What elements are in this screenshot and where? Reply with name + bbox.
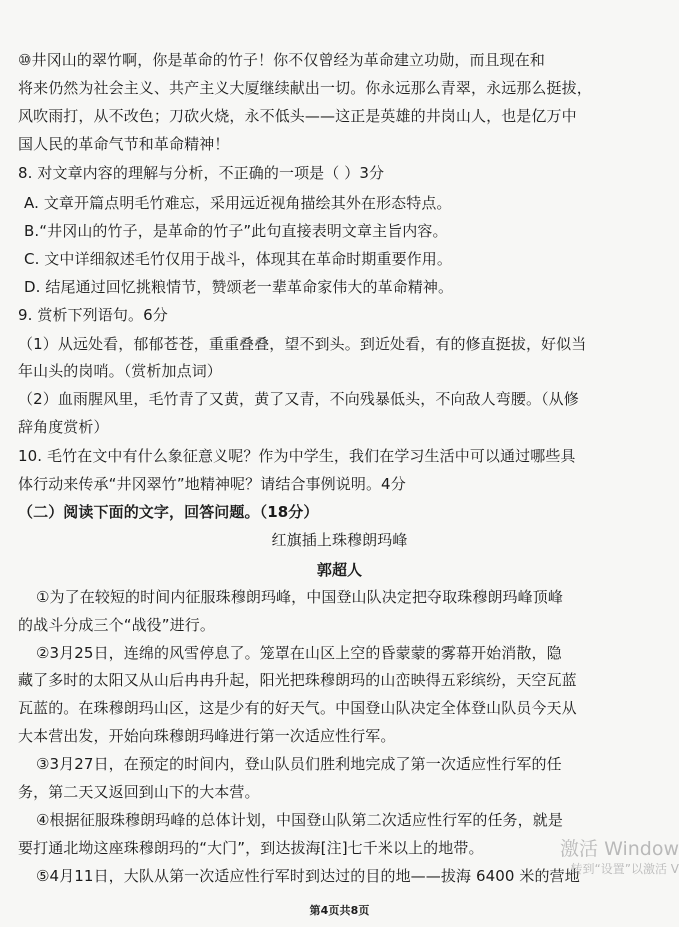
para2-line-2: 藏了多时的太阳又从山后冉冉升起，阳光把珠穆朗玛的山峦映得五彩缤纷，天空瓦蓝 bbox=[18, 671, 577, 689]
section2-heading: （二）阅读下面的文字，回答问题。（18分） bbox=[18, 503, 319, 521]
para2-line-3: 瓦蓝的。在珠穆朗玛山区，这是少有的好天气。中国登山队决定全体登山队员今天从 bbox=[18, 699, 577, 717]
q8-option-a: A. 文章开篇点明毛竹难忘，采用远近视角描绘其外在形态特点。 bbox=[24, 194, 452, 212]
q10-line-2: 体行动来传承“井冈翠竹”地精神呢？请结合事例说明。4分 bbox=[18, 475, 406, 493]
q9-item1-line-1: （1）从远处看，郁郁苍苍，重重叠叠，望不到头。到近处看，有的修直挺拔，好似当 bbox=[18, 335, 587, 353]
q9-stem: 9. 赏析下列语句。6分 bbox=[18, 306, 168, 324]
q9-item2-line-2: 辞角度赏析） bbox=[18, 418, 109, 436]
para10-line-4: 国人民的革命气节和革命精神！ bbox=[18, 135, 230, 153]
article-author: 郭超人 bbox=[316, 561, 363, 579]
para10-line-1: ⑩井冈山的翠竹啊，你是革命的竹子！你不仅曾经为革命建立功勋，而且现在和 bbox=[18, 51, 545, 69]
watermark-line-2: 转到“设置”以激活 V bbox=[570, 862, 679, 876]
q9-item1-line-2: 年山头的岗哨。（赏析加点词） bbox=[18, 362, 222, 380]
para10-line-2: 将来仍然为社会主义、共产主义大厦继续献出一切。你永远那么青翠，永远那么挺拔， bbox=[18, 79, 592, 97]
para1-line-1: ①为了在较短的时间内征服珠穆朗玛峰，中国登山队决定把夺取珠穆朗玛峰顶峰 bbox=[36, 588, 563, 606]
q8-option-b: B.“井冈山的竹子，是革命的竹子”此句直接表明文章主旨内容。 bbox=[24, 222, 448, 240]
para3-line-2: 务，第二天又返回到山下的大本营。 bbox=[18, 783, 260, 801]
q10-line-1: 10. 毛竹在文中有什么象征意义呢？作为中学生，我们在学习生活中可以通过哪些具 bbox=[18, 447, 576, 465]
para4-line-2: 要打通北坳这座珠穆朗玛的“大门”，到达拔海[注]七千米以上的地带。 bbox=[18, 839, 484, 857]
para2-line-4: 大本营出发，开始向珠穆朗玛峰进行第一次适应性行军。 bbox=[18, 727, 396, 745]
para1-line-2: 的战斗分成三个“战役”进行。 bbox=[18, 616, 215, 634]
para2-line-1: ②3月25日，连绵的风雪停息了。笼罩在山区上空的昏蒙蒙的雾幕开始消散，隐 bbox=[36, 644, 562, 662]
para4-line-1: ④根据征服珠穆朗玛峰的总体计划，中国登山队第二次适应性行军的任务，就是 bbox=[36, 811, 563, 829]
article-title: 红旗插上珠穆朗玛峰 bbox=[271, 531, 408, 549]
q8-option-c: C. 文中详细叙述毛竹仅用于战斗，体现其在革命时期重要作用。 bbox=[24, 250, 453, 268]
q8-option-d: D. 结尾通过回忆挑粮情节，赞颂老一辈革命家伟大的革命精神。 bbox=[24, 278, 454, 296]
para10-line-3: 风吹雨打，从不改色；刀砍火烧，永不低头——这正是英雄的井岗山人，也是亿万中 bbox=[18, 107, 577, 125]
watermark-line-1: 激活 Window bbox=[560, 838, 679, 860]
para5-line-1: ⑤4月11日，大队从第一次适应性行军时到达过的目的地——拔海 6400 米的营地 bbox=[36, 867, 580, 885]
para3-line-1: ③3月27日，在预定的时间内，登山队员们胜利地完成了第一次适应性行军的任 bbox=[36, 755, 562, 773]
page-number: 第4页共8页 bbox=[309, 904, 370, 917]
q9-item2-line-1: （2）血雨腥风里，毛竹青了又黄，黄了又青，不向残暴低头，不向敌人弯腰。（从修 bbox=[18, 390, 579, 408]
q8-stem: 8. 对文章内容的理解与分析，不正确的一项是（ ）3分 bbox=[18, 164, 385, 182]
activation-watermark bbox=[560, 837, 679, 877]
